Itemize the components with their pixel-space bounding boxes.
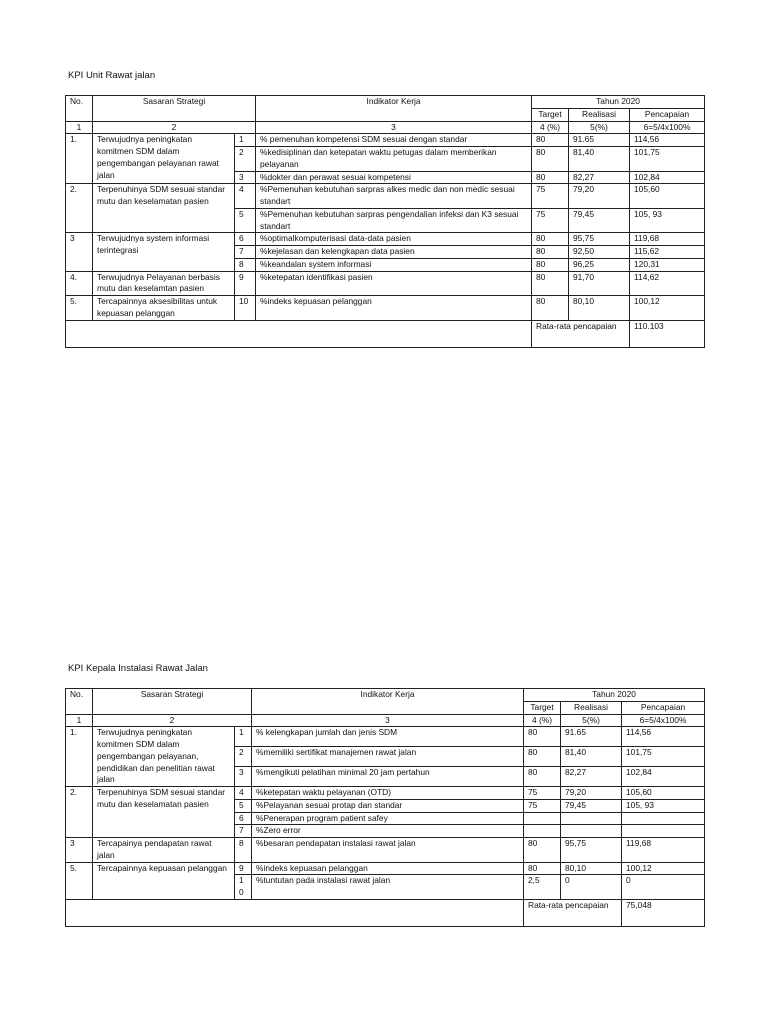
table-row <box>66 727 705 747</box>
numbering-cell: 1 <box>66 121 93 134</box>
strategy-number: 5. <box>66 296 93 321</box>
realisasi-value: 91.65 <box>569 134 630 147</box>
pencapaian-value: 100,12 <box>630 296 705 321</box>
pencapaian-value: 105,60 <box>630 184 705 209</box>
strategy-text: Tercapainnya aksesibilitas untuk kepuasan pelanggan <box>93 296 235 321</box>
indicator-text: %mengikuti pelatihan minimal 20 jam pertahun <box>252 767 524 787</box>
indicator-number: 8 <box>235 258 256 271</box>
average-value: 75,048 <box>622 900 705 927</box>
realisasi-value <box>561 825 622 838</box>
indicator-text: %indeks kepuasan pelanggan <box>252 862 524 875</box>
realisasi-value: 81,40 <box>569 147 630 172</box>
pencapaian-value: 102,84 <box>622 767 705 787</box>
indicator-number: 4 <box>235 184 256 209</box>
indicator-text: %memiliki sertifikat manajemen rawat jalan <box>252 747 524 767</box>
indicator-text: %ketepatan waktu pelayanan (OTD) <box>252 787 524 800</box>
pencapaian-value: 114,56 <box>630 134 705 147</box>
pencapaian-value: 119,68 <box>630 233 705 246</box>
kpi-table-unit-rawat-jalan <box>65 95 705 348</box>
strategy-text: Tercapainya pendapatan rawat jalan <box>93 838 235 863</box>
table-row <box>66 787 705 800</box>
indicator-number: 6 <box>235 812 252 825</box>
pencapaian-value: 105,60 <box>622 787 705 800</box>
header-pencapaian: Pencapaian <box>630 108 705 121</box>
table-body <box>66 96 705 348</box>
indicator-text: %Pemenuhan kebutuhan sarpras pengendalian infeksi dan K3 sesuai standart <box>256 208 532 233</box>
header-row <box>66 689 705 702</box>
target-value: 75 <box>524 799 561 812</box>
realisasi-value: 92,50 <box>569 246 630 259</box>
indicator-text: %ketepatan identifikasi pasien <box>256 271 532 296</box>
header-sasaran: Sasaran Strategi <box>93 96 256 122</box>
numbering-row <box>66 121 705 134</box>
pencapaian-value: 0 <box>622 875 705 900</box>
strategy-number: 2. <box>66 787 93 838</box>
header-pencapaian: Pencapaian <box>622 701 705 714</box>
header-sasaran: Sasaran Strategi <box>93 689 252 715</box>
header-row <box>66 96 705 109</box>
target-value: 80 <box>524 838 561 863</box>
indicator-number: 9 <box>235 862 252 875</box>
indicator-text: %kejelasan dan kelengkapan data pasien <box>256 246 532 259</box>
indicator-number: 3 <box>235 767 252 787</box>
indicator-number: 10 <box>235 296 256 321</box>
target-value: 2,5 <box>524 875 561 900</box>
strategy-text: Terwujudnya peningkatan komitmen SDM dalam pengembangan pelayanan, pendidikan dan penelitian rawat jalan <box>93 727 235 787</box>
header-indikator: Indikator Kerja <box>256 96 532 122</box>
average-row <box>66 900 705 927</box>
table-row <box>66 838 705 863</box>
strategy-number: 1. <box>66 727 93 787</box>
average-value: 110.103 <box>630 320 705 347</box>
header-realisasi: Realisasi <box>569 108 630 121</box>
average-label: Rata-rata pencapaian <box>532 320 630 347</box>
strategy-number: 5. <box>66 862 93 899</box>
indicator-text: %Penerapan program patient safey <box>252 812 524 825</box>
numbering-cell: 3 <box>256 121 532 134</box>
strategy-number: 2. <box>66 184 93 233</box>
strategy-text: Terpenuhinya SDM sesuai standar mutu dan keselamatan pasien <box>93 787 235 838</box>
table-body <box>66 689 705 927</box>
indicator-number: 2 <box>235 747 252 767</box>
pencapaian-value: 115,62 <box>630 246 705 259</box>
realisasi-value: 91.65 <box>561 727 622 747</box>
pencapaian-value: 105, 93 <box>630 208 705 233</box>
indicator-number: 5 <box>235 208 256 233</box>
indicator-number: 7 <box>235 246 256 259</box>
indicator-number: 7 <box>235 825 252 838</box>
indicator-number: 2 <box>235 147 256 172</box>
indicator-number: 1 <box>235 727 252 747</box>
strategy-number: 3 <box>66 838 93 863</box>
strategy-number: 4. <box>66 271 93 296</box>
target-value: 80 <box>532 233 569 246</box>
indicator-number: 5 <box>235 799 252 812</box>
indicator-number: 3 <box>235 171 256 184</box>
header-no: No. <box>66 689 93 715</box>
indicator-number: 8 <box>235 838 252 863</box>
realisasi-value: 91,70 <box>569 271 630 296</box>
target-value: 80 <box>524 747 561 767</box>
pencapaian-value: 114,56 <box>622 727 705 747</box>
target-value: 80 <box>532 258 569 271</box>
table2-title: KPI Kepala Instalasi Rawat Jalan <box>68 663 208 674</box>
numbering-cell: 4 (%) <box>532 121 569 134</box>
numbering-cell: 2 <box>93 714 252 727</box>
target-value: 80 <box>524 767 561 787</box>
indicator-number: 6 <box>235 233 256 246</box>
realisasi-value: 96,25 <box>569 258 630 271</box>
table-row <box>66 184 705 209</box>
indicator-text: %besaran pendapatan instalasi rawat jalan <box>252 838 524 863</box>
realisasi-value: 80,10 <box>561 862 622 875</box>
header-tahun: Tahun 2020 <box>524 689 705 702</box>
table-row <box>66 233 705 246</box>
indicator-text: % kelengkapan jumlah dan jenis SDM <box>252 727 524 747</box>
realisasi-value: 79,20 <box>569 184 630 209</box>
indicator-text: %Zero error <box>252 825 524 838</box>
header-tahun: Tahun 2020 <box>532 96 705 109</box>
average-empty <box>66 320 532 347</box>
indicator-text: %dokter dan perawat sesuai kompetensi <box>256 171 532 184</box>
header-target: Target <box>532 108 569 121</box>
pencapaian-value <box>622 825 705 838</box>
table-row <box>66 134 705 147</box>
table1-title: KPI Unit Rawat jalan <box>68 70 156 81</box>
pencapaian-value: 100,12 <box>622 862 705 875</box>
pencapaian-value: 119,68 <box>622 838 705 863</box>
numbering-cell: 5(%) <box>569 121 630 134</box>
pencapaian-value: 101,75 <box>622 747 705 767</box>
realisasi-value: 95,75 <box>561 838 622 863</box>
indicator-text: %kedisiplinan dan ketepatan waktu petugas dalam memberikan pelayanan <box>256 147 532 172</box>
target-value <box>524 825 561 838</box>
indicator-text: %Pemenuhan kebutuhan sarpras alkes medic dan non medic sesuai standart <box>256 184 532 209</box>
realisasi-value: 0 <box>561 875 622 900</box>
pencapaian-value: 114,62 <box>630 271 705 296</box>
average-label: Rata-rata pencapaian <box>524 900 622 927</box>
strategy-text: Terwujudnya peningkatan komitmen SDM dalam pengembangan pelayanan rawat jalan <box>93 134 235 184</box>
indicator-text: % pemenuhan kompetensi SDM sesuai dengan standar <box>256 134 532 147</box>
pencapaian-value: 102,84 <box>630 171 705 184</box>
pencapaian-value: 120,31 <box>630 258 705 271</box>
realisasi-value: 81,40 <box>561 747 622 767</box>
target-value: 80 <box>532 246 569 259</box>
pencapaian-value: 105, 93 <box>622 799 705 812</box>
indicator-text: %indeks kepuasan pelanggan <box>256 296 532 321</box>
realisasi-value: 82,27 <box>561 767 622 787</box>
indicator-number: 4 <box>235 787 252 800</box>
target-value <box>524 812 561 825</box>
average-empty <box>66 900 524 927</box>
indicator-text: %optimalkomputerisasi data-data pasien <box>256 233 532 246</box>
numbering-cell: 6=5/4x100% <box>622 714 705 727</box>
realisasi-value: 82,27 <box>569 171 630 184</box>
realisasi-value: 79,45 <box>569 208 630 233</box>
numbering-row <box>66 714 705 727</box>
numbering-cell: 1 <box>66 714 93 727</box>
indicator-number: 9 <box>235 271 256 296</box>
indicator-text: %Pelayanan sesuai protap dan standar <box>252 799 524 812</box>
kpi-table-kepala-instalasi <box>65 688 705 927</box>
indicator-number: 1 <box>235 134 256 147</box>
realisasi-value: 80,10 <box>569 296 630 321</box>
strategy-number: 1. <box>66 134 93 184</box>
strategy-text: Terwujudnya system informasi terintegrasi <box>93 233 235 271</box>
realisasi-value <box>561 812 622 825</box>
target-value: 80 <box>532 296 569 321</box>
target-value: 80 <box>524 862 561 875</box>
target-value: 80 <box>532 134 569 147</box>
table-row <box>66 271 705 296</box>
pencapaian-value <box>622 812 705 825</box>
realisasi-value: 79,45 <box>561 799 622 812</box>
header-no: No. <box>66 96 93 122</box>
pencapaian-value: 101,75 <box>630 147 705 172</box>
header-realisasi: Realisasi <box>561 701 622 714</box>
header-indikator: Indikator Kerja <box>252 689 524 715</box>
target-value: 80 <box>532 171 569 184</box>
target-value: 80 <box>532 271 569 296</box>
realisasi-value: 95,75 <box>569 233 630 246</box>
indicator-text: %keandalan system informasi <box>256 258 532 271</box>
header-target: Target <box>524 701 561 714</box>
realisasi-value: 79,20 <box>561 787 622 800</box>
target-value: 80 <box>524 727 561 747</box>
indicator-number: 1 0 <box>235 875 252 900</box>
strategy-text: Terpenuhinya SDM sesuai standar mutu dan keselamatan pasien <box>93 184 235 233</box>
numbering-cell: 4 (%) <box>524 714 561 727</box>
strategy-text: Tercapainnya kepuasan pelanggan <box>93 862 235 899</box>
average-row <box>66 320 705 347</box>
numbering-cell: 6=5/4x100% <box>630 121 705 134</box>
numbering-cell: 2 <box>93 121 256 134</box>
strategy-text: Terwujudnya Pelayanan berbasis mutu dan keselamtan pasien <box>93 271 235 296</box>
table-row <box>66 296 705 321</box>
target-value: 75 <box>532 208 569 233</box>
indicator-text: %tuntutan pada instalasi rawat jalan <box>252 875 524 900</box>
table-row <box>66 862 705 875</box>
strategy-number: 3 <box>66 233 93 271</box>
numbering-cell: 5(%) <box>561 714 622 727</box>
target-value: 75 <box>532 184 569 209</box>
target-value: 80 <box>532 147 569 172</box>
target-value: 75 <box>524 787 561 800</box>
numbering-cell: 3 <box>252 714 524 727</box>
